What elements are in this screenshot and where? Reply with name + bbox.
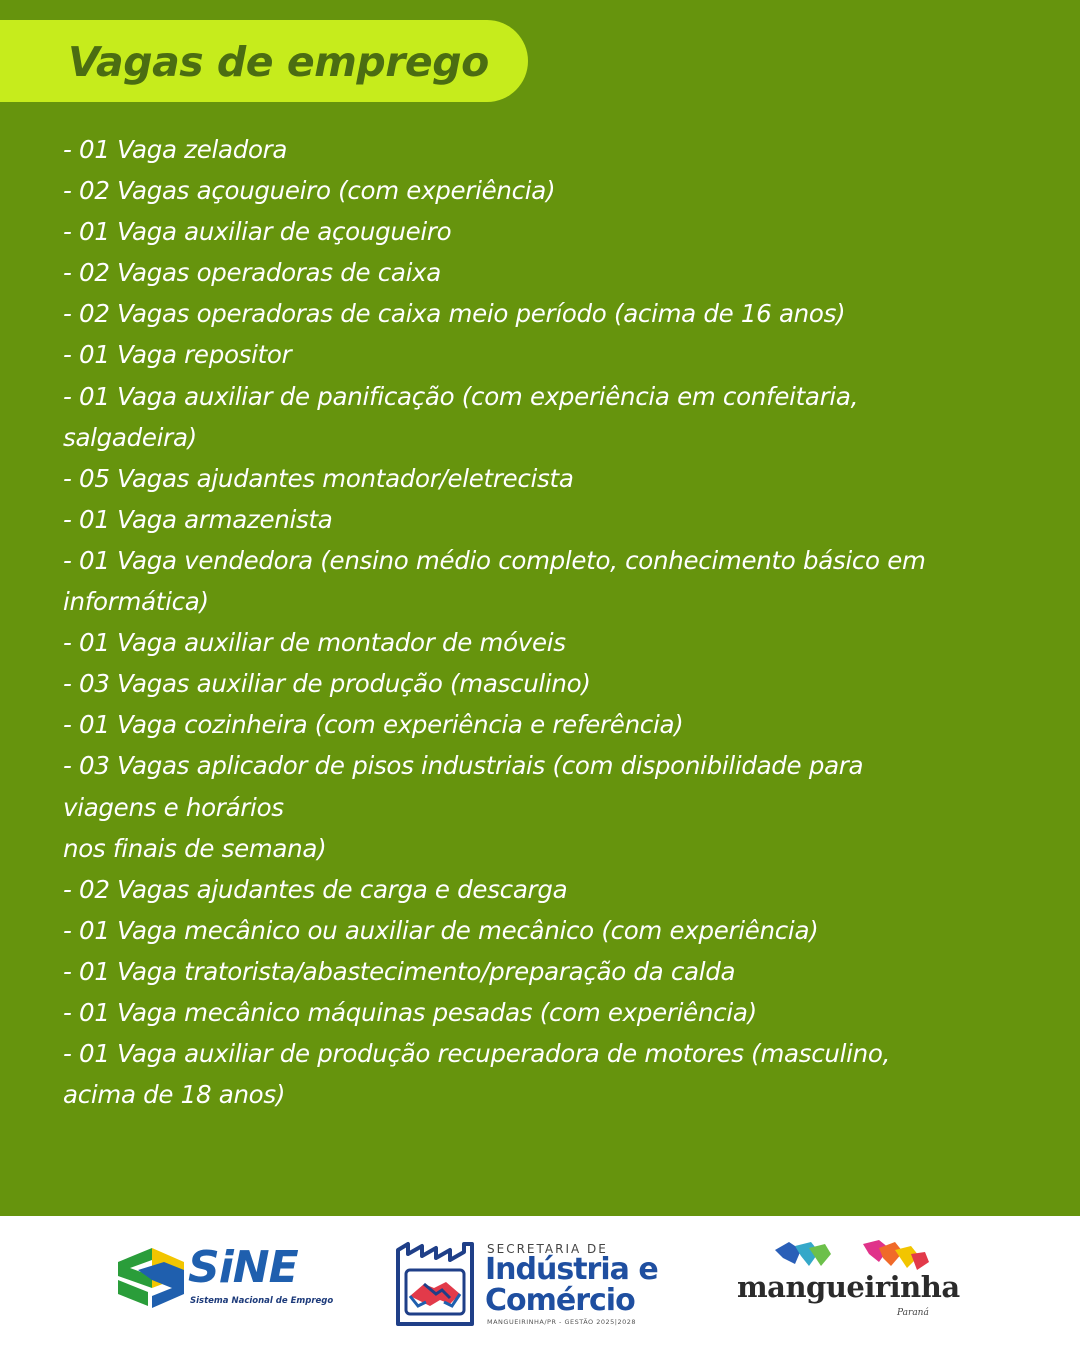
mangueirinha-logo — [735, 1236, 960, 1322]
job-line: - 01 Vaga auxiliar de montador de móveis — [63, 628, 566, 658]
job-line: viagens e horários — [63, 792, 284, 822]
sine-subtitle: Sistema Nacional de Emprego — [190, 1296, 334, 1306]
secretaria-line1: Indústria e — [485, 1252, 658, 1287]
job-line: - 01 Vaga auxiliar de produção recuperadora de motores (masculino, — [63, 1039, 891, 1069]
job-line: - 01 Vaga tratorista/abastecimento/preparação da calda — [63, 956, 736, 986]
secretaria-top-label: SECRETARIA DE — [487, 1242, 608, 1256]
job-line: - 02 Vagas operadoras de caixa — [63, 258, 442, 288]
mangueirinha-state: Paraná — [897, 1308, 929, 1318]
secretaria-logo — [392, 1238, 672, 1330]
factory-handshake-icon — [392, 1240, 476, 1326]
job-line: salgadeira) — [63, 422, 197, 452]
secretaria-bottom-label: MANGUEIRINHA/PR - GESTÃO 2025|2028 — [487, 1318, 636, 1326]
flags-icon — [771, 1236, 931, 1272]
job-line: - 03 Vagas aplicador de pisos industriais (com disponibilidade para — [63, 751, 864, 781]
job-line: - 01 Vaga auxiliar de açougueiro — [63, 217, 452, 247]
job-line: - 05 Vagas ajudantes montador/eletrecista — [63, 463, 574, 493]
sine-wordmark: SiNE — [188, 1242, 298, 1293]
secretaria-line2: Comércio — [485, 1283, 635, 1318]
mangueirinha-wordmark: mangueirinha — [737, 1270, 960, 1304]
job-line: - 01 Vaga auxiliar de panificação (com experiência em confeitaria, — [63, 381, 859, 411]
page-title: Vagas de emprego — [68, 38, 489, 86]
job-line: acima de 18 anos) — [63, 1080, 286, 1110]
job-line: - 01 Vaga zeladora — [63, 135, 288, 164]
sine-flag-icon — [118, 1248, 184, 1308]
job-line: - 01 Vaga cozinheira (com experiência e referência) — [63, 710, 684, 740]
job-line: informática) — [63, 587, 209, 617]
job-line: - 01 Vaga vendedora (ensino médio completo, conhecimento básico em — [63, 545, 926, 575]
job-line: nos finais de semana) — [63, 833, 327, 863]
job-line: - 01 Vaga mecânico ou auxiliar de mecânico (com experiência) — [63, 915, 819, 945]
job-line: - 02 Vagas operadoras de caixa meio período (acima de 16 anos) — [63, 299, 846, 329]
job-line: - 01 Vaga armazenista — [63, 504, 333, 534]
job-list — [63, 129, 1053, 1115]
job-line: - 01 Vaga repositor — [63, 340, 292, 370]
job-line: - 02 Vagas açougueiro (com experiência) — [63, 176, 556, 206]
sine-logo — [118, 1242, 334, 1310]
job-line: - 01 Vaga mecânico máquinas pesadas (com experiência) — [63, 997, 757, 1027]
job-line: - 02 Vagas ajudantes de carga e descarga — [63, 874, 568, 904]
job-line: - 03 Vagas auxiliar de produção (masculino) — [63, 669, 591, 699]
